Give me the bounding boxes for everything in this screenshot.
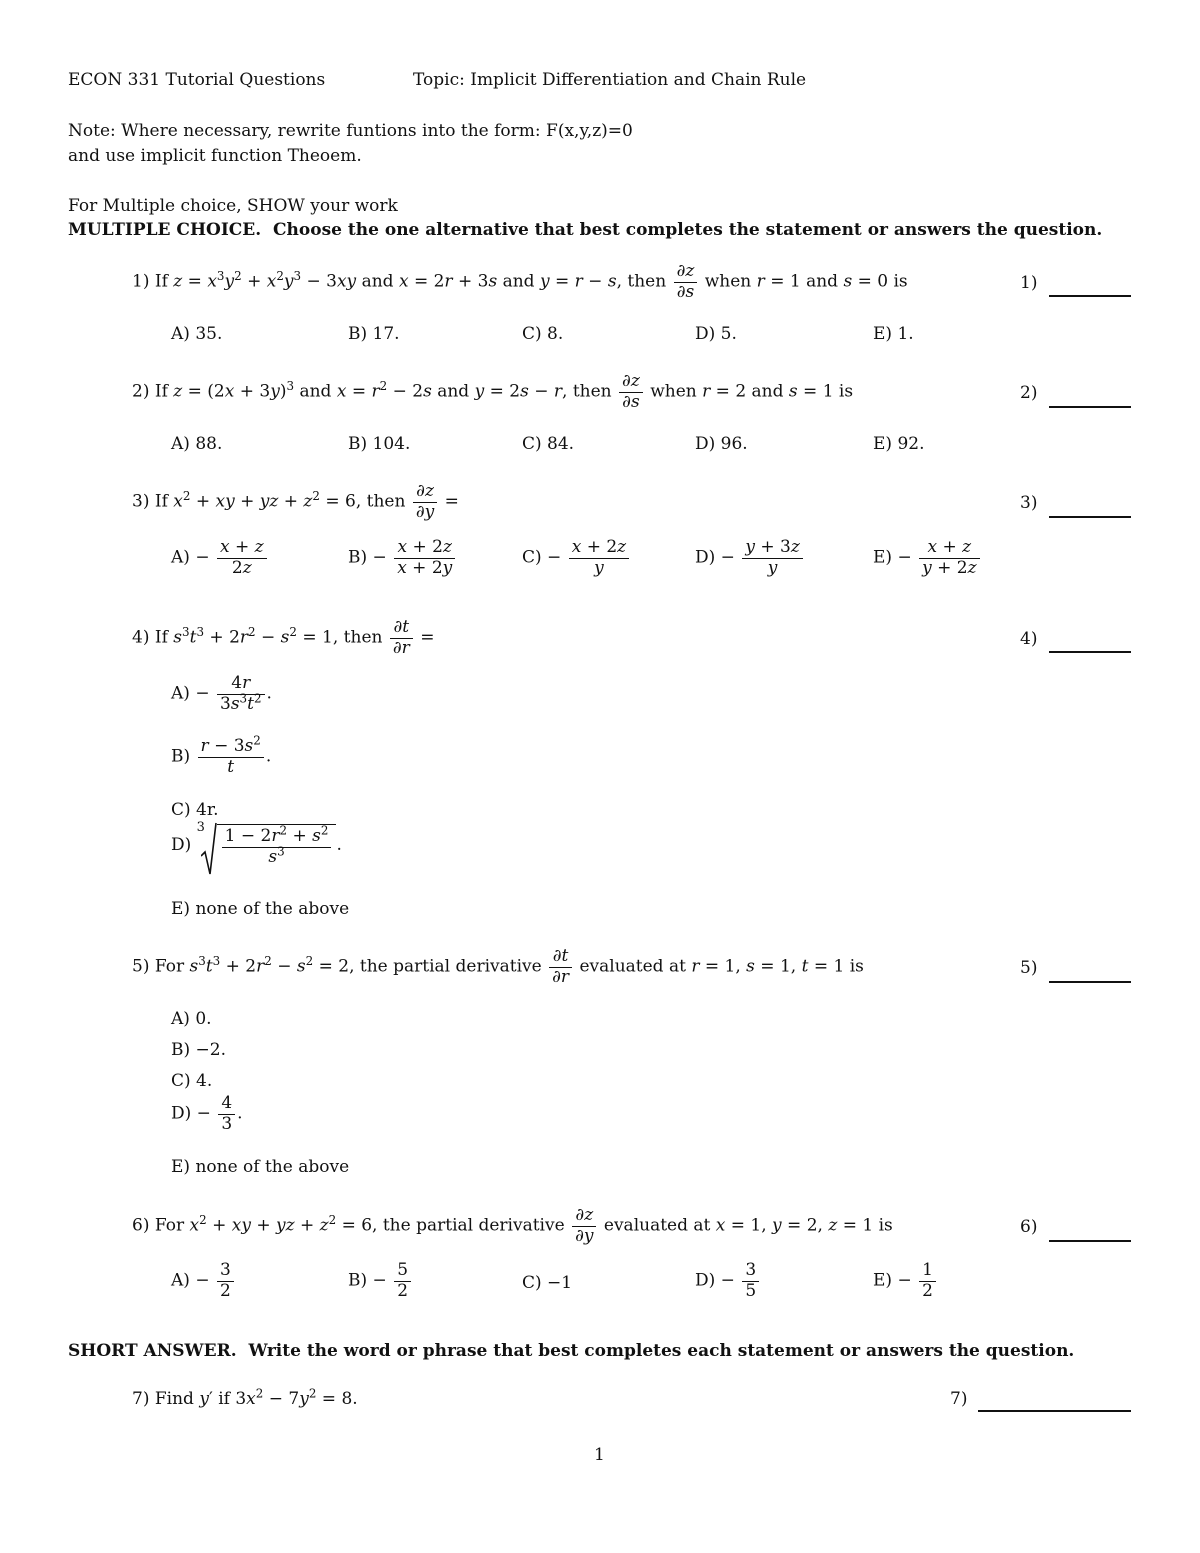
mc-heading-line — [68, 220, 1102, 240]
q3-option-e[interactable]: E) − $\frac{x + z}{y + 2z}$ — [873, 538, 982, 578]
q4-option-d[interactable]: D) 3 $\frac{1 - 2r^2 + s^2}{s^3}$ . — [171, 824, 342, 867]
q4-option-c[interactable]: C) 4r. — [171, 800, 219, 820]
answer-label-6: 6) — [1020, 1217, 1038, 1237]
q1-option-c[interactable]: C) 8. — [522, 324, 564, 344]
answer-label-7: 7) — [950, 1389, 968, 1409]
q6-option-a[interactable]: A) − $\frac{3}{2}$ — [171, 1261, 236, 1301]
mc-directions: Choose the one alternative that best completes the statement or answers the question. — [273, 220, 1103, 240]
q2-option-d[interactable]: D) 96. — [695, 434, 748, 454]
question-3-text: 3) If $x^2$ + xy + yz + $z^2 = 6$, then $\frac{\partial z}{\partial y}$ = — [132, 481, 459, 522]
sa-heading-line — [68, 1341, 1074, 1361]
q5-option-e[interactable]: E) none of the above — [171, 1157, 350, 1177]
q3-option-d[interactable]: D) − $\frac{y + 3z}{y}$ — [695, 538, 805, 578]
q6-option-e[interactable]: E) − $\frac{1}{2}$ — [873, 1261, 938, 1301]
question-1-text: 1) If $z = x^3y^2 + x^2y^3 - 3xy$ and x = 2r + 3s and y = r − s, then $\frac{\partial z}{\partial s}$ when r = 1 and s = 0 is — [132, 261, 908, 302]
answer-label-3: 3) — [1020, 493, 1038, 513]
q6-option-d[interactable]: D) − $\frac{3}{5}$ — [695, 1261, 761, 1301]
q2-option-e[interactable]: E) 92. — [873, 434, 925, 454]
q6-option-b[interactable]: B) − $\frac{5}{2}$ — [348, 1261, 413, 1301]
answer-label-4: 4) — [1020, 629, 1038, 649]
answer-label-2: 2) — [1020, 383, 1038, 403]
answer-label-1: 1) — [1020, 273, 1038, 293]
answer-blank-6[interactable] — [1049, 1240, 1131, 1242]
q5-option-c[interactable]: C) 4. — [171, 1071, 213, 1091]
question-7-text: 7) Find y′ if $3x^2 - 7y^2 = 8$. — [132, 1386, 358, 1409]
q5-option-a[interactable]: A) 0. — [171, 1009, 212, 1029]
mc-heading: MULTIPLE CHOICE. — [68, 220, 262, 240]
q2-option-b[interactable]: B) 104. — [348, 434, 411, 454]
question-2-text: 2) If $z = (2x + 3y)^3$ and $x = r^2 - 2s$ and y = 2s − r, then $\frac{\partial z}{\partial s}$ when r = 2 and s = 1 is — [132, 371, 854, 412]
note-line-2: and use implicit function Theoem. — [68, 146, 362, 166]
note-line-1: Note: Where necessary, rewrite funtions into the form: F(x,y,z)=0 — [68, 121, 633, 141]
q3-option-c[interactable]: C) − $\frac{x + 2z}{y}$ — [522, 538, 631, 578]
partial-t-r: $\frac{\partial t}{\partial r}$ — [390, 618, 413, 658]
question-5-text: 5) For $s^3t^3 + 2r^2 - s^2 = 2$, the partial derivative $\frac{\partial t}{\partial r}$ evaluated at r = 1, s = 1, t = 1 is — [132, 946, 864, 987]
answer-label-5: 5) — [1020, 958, 1038, 978]
question-4-text: 4) If $s^3t^3 + 2r^2 - s^2 = 1$, then $\frac{\partial t}{\partial r}$ = — [132, 617, 435, 658]
partial-t-r-q5: $\frac{\partial t}{\partial r}$ — [549, 947, 572, 987]
q3-option-a[interactable]: A) − $\frac{x + z}{2z}$ — [171, 538, 269, 578]
q2-option-c[interactable]: C) 84. — [522, 434, 575, 454]
q6-option-c[interactable]: C) −1 — [522, 1273, 573, 1293]
answer-blank-1[interactable] — [1049, 295, 1131, 297]
radical-icon — [201, 822, 217, 876]
answer-blank-7[interactable] — [978, 1410, 1131, 1412]
q1-option-d[interactable]: D) 5. — [695, 324, 737, 344]
q2-option-a[interactable]: A) 88. — [171, 434, 223, 454]
partial-z-y: $\frac{\partial z}{\partial y}$ — [413, 482, 437, 522]
sa-heading: SHORT ANSWER. — [68, 1341, 237, 1361]
q3-option-b[interactable]: B) − $\frac{x + 2z}{x + 2y}$ — [348, 538, 457, 578]
partial-z-s: $\frac{\partial z}{\partial s}$ — [674, 262, 698, 302]
answer-blank-5[interactable] — [1049, 981, 1131, 983]
q4-option-a[interactable]: A) − $\frac{4r}{3s^3t^2}$ . — [171, 673, 272, 714]
q1-option-b[interactable]: B) 17. — [348, 324, 400, 344]
topic-title: Topic: Implicit Differentiation and Chain Rule — [413, 70, 807, 90]
answer-blank-3[interactable] — [1049, 516, 1131, 518]
question-6-text: 6) For $x^2$ + xy + yz + $z^2 = 6$, the partial derivative $\frac{\partial z}{\partial y}$ evaluated at x = 1, y = 2, z = 1 is — [132, 1205, 893, 1246]
q4-option-e[interactable]: E) none of the above — [171, 899, 350, 919]
q1-option-e[interactable]: E) 1. — [873, 324, 914, 344]
q1-option-a[interactable]: A) 35. — [171, 324, 223, 344]
course-title: ECON 331 Tutorial Questions — [68, 70, 326, 90]
answer-blank-2[interactable] — [1049, 406, 1131, 408]
partial-z-s-q2: $\frac{\partial z}{\partial s}$ — [619, 372, 643, 412]
q5-option-b[interactable]: B) −2. — [171, 1040, 226, 1060]
mc-instruction: For Multiple choice, SHOW your work — [68, 196, 398, 216]
page-number: 1 — [594, 1445, 605, 1465]
answer-blank-4[interactable] — [1049, 651, 1131, 653]
q5-option-d[interactable]: D) − $\frac{4}{3}$ . — [171, 1093, 243, 1134]
cube-root-expression: 3 $\frac{1 - 2r^2 + s^2}{s^3}$ — [197, 824, 337, 867]
sa-directions: Write the word or phrase that best completes each statement or answers the question. — [248, 1341, 1075, 1361]
partial-z-y-q6: $\frac{\partial z}{\partial y}$ — [572, 1206, 596, 1246]
q4-option-b[interactable]: B) $\frac{r - 3s^2}{t}$ . — [171, 733, 272, 777]
